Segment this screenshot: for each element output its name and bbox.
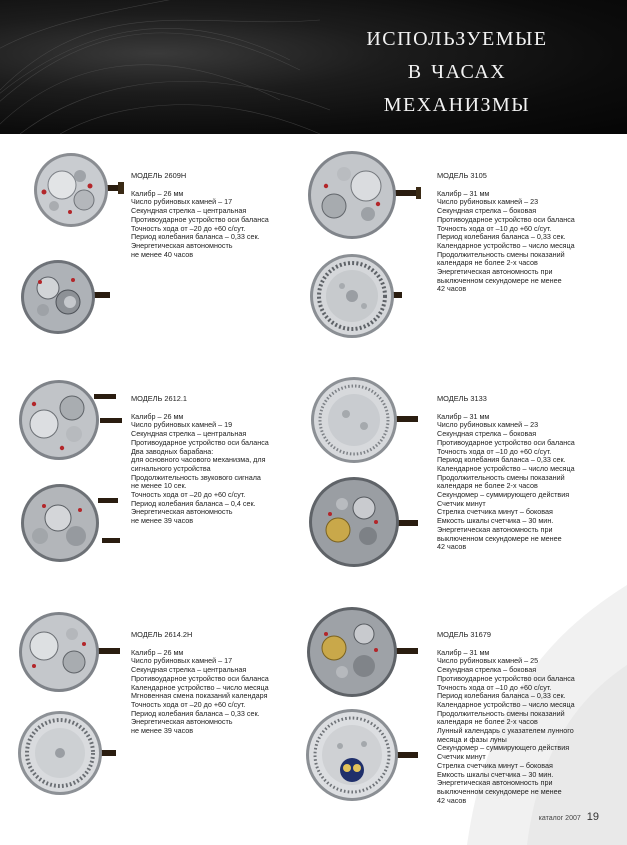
spec-line: Энергетическая автономность при: [437, 524, 553, 534]
title-line-2: в часах: [407, 54, 507, 85]
spec-line: для основного часового механизма, для: [131, 455, 266, 465]
spec-line: Лунный календарь с указателем лунного: [437, 726, 574, 736]
spec-block-3105: [437, 172, 575, 294]
spec-line: не менее 40 часов: [131, 249, 194, 259]
spec-line: Мгновенная смена показаний календаря: [131, 691, 268, 701]
spec-block-31679: [437, 631, 575, 805]
spec-line: Точность хода от –10 до +60 с/сут.: [437, 682, 552, 692]
spec-line: Продолжительность смены показаний: [437, 249, 565, 259]
spec-line: Календарное устройство – число месяца: [131, 682, 269, 692]
spec-line: Энергетическая автономность при: [437, 778, 553, 788]
spec-line: Календарное устройство – число месяца: [437, 463, 575, 473]
spec-line: Число рубиновых камней – 25: [437, 656, 539, 666]
spec-line: Два заводных барабана:: [131, 446, 214, 456]
page-footer: [539, 811, 599, 823]
header-banner: [0, 0, 627, 134]
spec-line: Точность хода от –20 до +60 с/сут.: [131, 490, 246, 500]
movement-2609h-back-image: [18, 258, 118, 336]
model-title: МОДЕЛЬ 2614.2Н: [131, 630, 193, 639]
spec-block-3133: [437, 395, 575, 552]
spec-line: Калибр – 31 мм: [437, 647, 490, 657]
spec-line: Секундная стрелка – боковая: [437, 665, 537, 675]
model-title: МОДЕЛЬ 2612.1: [131, 394, 188, 403]
spec-line: не менее 39 часов: [131, 516, 194, 526]
spec-line: Период колебания баланса – 0,33 сек.: [131, 232, 260, 242]
spec-line: Секундная стрелка – боковая: [437, 429, 537, 439]
movement-2614-front-image: [14, 610, 126, 694]
movement-31679-back-image: [304, 706, 422, 804]
spec-line: 42 часов: [437, 795, 467, 805]
spec-line: Число рубиновых камней – 19: [131, 420, 233, 430]
spec-line: Калибр – 26 мм: [131, 647, 184, 657]
page-title: [317, 20, 597, 119]
spec-line: Счетчик минут: [437, 752, 486, 762]
spec-line: Противоударное устройство оси баланса: [131, 437, 269, 447]
spec-line: Число рубиновых камней – 23: [437, 420, 539, 430]
catalog-label: каталог 2007: [538, 815, 581, 822]
spec-line: Число рубиновых камней – 23: [437, 197, 539, 207]
spec-line: выключенном секундомере не менее: [437, 786, 562, 796]
spec-line: Точность хода от –10 до +60 с/сут.: [437, 446, 552, 456]
page-number: 19: [586, 811, 599, 823]
spec-line: календаря не более 2-х часов: [437, 481, 538, 491]
spec-line: Календарное устройство – число месяца: [437, 699, 575, 709]
spec-line: Калибр – 26 мм: [131, 188, 184, 198]
spec-line: Стрелка счетчика минут – боковая: [437, 760, 553, 770]
spec-line: Продолжительность смены показаний: [437, 472, 565, 482]
spec-line: Противоударное устройство оси баланса: [437, 673, 575, 683]
spec-line: сигнального устройства: [131, 463, 211, 473]
spec-line: выключенном секундомере не менее: [437, 533, 562, 543]
spec-line: Калибр – 26 мм: [131, 411, 184, 421]
spec-line: не менее 10 сек.: [131, 481, 187, 491]
movement-2609h-front-image: [14, 152, 126, 228]
spec-line: Калибр – 31 мм: [437, 411, 490, 421]
spec-line: Противоударное устройство оси баланса: [131, 214, 269, 224]
movement-2612-back-image: [14, 482, 126, 564]
spec-line: 42 часов: [437, 284, 467, 294]
spec-line: Точность хода от –20 до +60 с/сут.: [131, 699, 246, 709]
spec-line: не менее 39 часов: [131, 726, 194, 736]
movement-31679-front-image: [304, 604, 424, 700]
spec-line: Противоударное устройство оси баланса: [437, 437, 575, 447]
model-title: МОДЕЛЬ 3105: [437, 171, 487, 180]
movement-2614-back-image: [16, 708, 120, 798]
spec-line: Число рубиновых камней – 17: [131, 656, 233, 666]
spec-line: Энергетическая автономность: [131, 717, 233, 727]
spec-block-2614: [131, 631, 269, 736]
spec-line: Число рубиновых камней – 17: [131, 197, 233, 207]
spec-line: месяца и фазы луны: [437, 734, 507, 744]
spec-line: календаря не более 2-х часов: [437, 258, 538, 268]
spec-line: Счетчик минут: [437, 498, 486, 508]
spec-line: Точность хода от –20 до +60 с/сут.: [131, 223, 246, 233]
model-title: МОДЕЛЬ 31679: [437, 630, 491, 639]
spec-line: Период колебания баланса – 0,33 сек.: [437, 691, 566, 701]
spec-line: Секундная стрелка – центральная: [131, 206, 247, 216]
movement-3133-front-image: [306, 376, 424, 466]
spec-line: Стрелка счетчика минут – боковая: [437, 507, 553, 517]
spec-block-2609h: [131, 172, 269, 259]
model-title: МОДЕЛЬ 3133: [437, 394, 487, 403]
spec-line: Емкость шкалы счетчика – 30 мин.: [437, 516, 554, 526]
spec-line: Продолжительность смены показаний: [437, 708, 565, 718]
spec-line: Период колебания баланса – 0,33 сек.: [437, 232, 566, 242]
spec-line: Противоударное устройство оси баланса: [131, 673, 269, 683]
movement-3133-back-image: [306, 474, 424, 570]
spec-line: Секундная стрелка – боковая: [437, 206, 537, 216]
spec-line: Период колебания баланса – 0,4 сек.: [131, 498, 256, 508]
spec-line: Точность хода от –10 до +60 с/сут.: [437, 223, 552, 233]
spec-line: Календарное устройство – число месяца: [437, 240, 575, 250]
spec-block-2612: [131, 395, 269, 526]
spec-line: 42 часов: [437, 542, 467, 552]
movement-3105-back-image: [308, 252, 404, 342]
spec-line: Секундная стрелка – центральная: [131, 665, 247, 675]
movement-2612-front-image: [14, 378, 126, 462]
title-line-1: используемые: [366, 21, 548, 52]
model-title: МОДЕЛЬ 2609Н: [131, 171, 187, 180]
spec-line: Калибр – 31 мм: [437, 188, 490, 198]
spec-line: Продолжительность звукового сигнала: [131, 472, 261, 482]
spec-line: выключенном секундомере не менее: [437, 275, 562, 285]
spec-line: Энергетическая автономность: [131, 240, 233, 250]
movement-3105-front-image: [304, 150, 424, 242]
spec-line: Противоударное устройство оси баланса: [437, 214, 575, 224]
spec-line: Секундомер – суммирующего действия: [437, 743, 570, 753]
spec-line: Емкость шкалы счетчика – 30 мин.: [437, 769, 554, 779]
title-line-3: механизмы: [383, 87, 531, 118]
spec-line: Период колебания баланса – 0,33 сек.: [437, 455, 566, 465]
spec-line: Секундная стрелка – центральная: [131, 429, 247, 439]
spec-line: Энергетическая автономность при: [437, 267, 553, 277]
spec-line: Период колебания баланса – 0,33 сек.: [131, 708, 260, 718]
spec-line: Секундомер – суммирующего действия: [437, 490, 570, 500]
spec-line: календаря не более 2-х часов: [437, 717, 538, 727]
spec-line: Энергетическая автономность: [131, 507, 233, 517]
